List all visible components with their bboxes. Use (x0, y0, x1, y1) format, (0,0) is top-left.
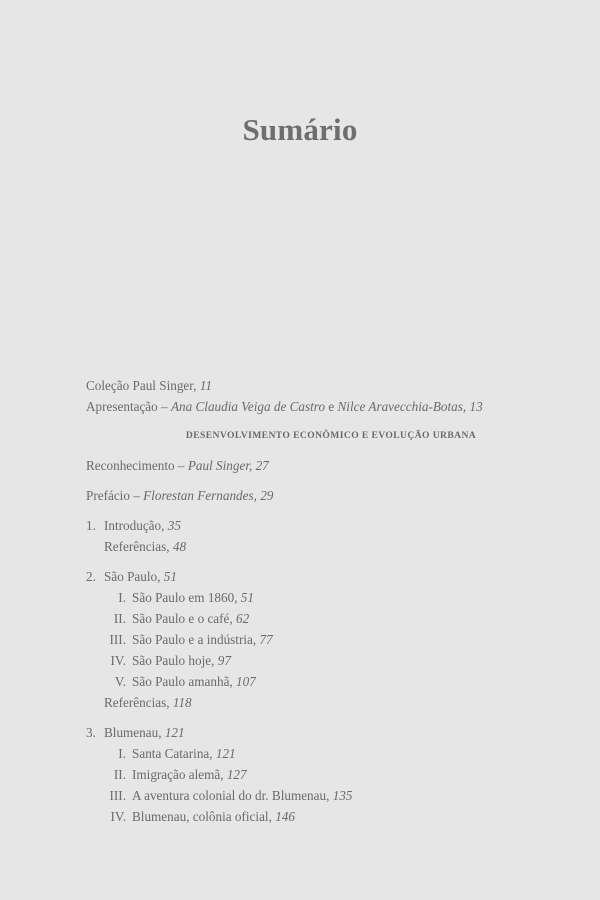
section-title: São Paulo e a indústria, (132, 632, 260, 647)
section-page: 97 (217, 653, 231, 668)
toc-entry-reconhecimento (86, 455, 576, 476)
toc-chapter-3 (86, 722, 576, 743)
section-heading: DESENVOLVIMENTO ECONÔMICO E EVOLUÇÃO URBANA (185, 430, 477, 441)
toc-section (86, 806, 576, 827)
section-numeral: I. (118, 746, 126, 761)
section-numeral: III. (109, 788, 126, 803)
page-title: Sumário (242, 112, 358, 147)
references-label: Referências, (104, 695, 173, 710)
section-numeral: III. (109, 632, 126, 647)
section-title: A aventura colonial do dr. Blumenau, (132, 788, 333, 803)
toc-entry-page: 11 (199, 378, 212, 393)
references-label: Referências, (104, 539, 173, 554)
section-page: 51 (240, 590, 254, 605)
references-page: 118 (172, 695, 192, 710)
section-title: São Paulo amanhã, (132, 674, 237, 689)
section-numeral: IV. (110, 809, 126, 824)
chapter-title: São Paulo, (104, 569, 164, 584)
section-numeral: I. (118, 590, 126, 605)
section-title: Imigração alemã, (132, 767, 227, 782)
toc-section (86, 671, 576, 692)
toc-section (86, 587, 576, 608)
toc-entry-author-page: Paul Singer, 27 (187, 458, 269, 473)
section-page: 77 (259, 632, 273, 647)
chapter-page: 51 (163, 569, 177, 584)
toc-section (86, 629, 576, 650)
toc-entry-conjunction: e (325, 399, 338, 414)
toc-entry-text: Coleção Paul Singer, (86, 378, 200, 393)
toc-chapter-2 (86, 566, 576, 587)
toc-entry-apresentacao (86, 396, 576, 417)
chapter-page: 121 (164, 725, 185, 740)
chapter-title: Blumenau, (104, 725, 165, 740)
section-title: São Paulo em 1860, (132, 590, 241, 605)
table-of-contents (86, 375, 576, 827)
section-page: 121 (215, 746, 236, 761)
toc-entry-text: Apresentação – (86, 399, 171, 414)
toc-entry-author-page: Florestan Fernandes, 29 (143, 488, 274, 503)
section-numeral: II. (113, 611, 126, 626)
toc-section (86, 650, 576, 671)
references-page: 48 (172, 539, 187, 554)
section-page: 62 (236, 611, 250, 626)
toc-chapter-1-references (86, 536, 576, 557)
chapter-number: 3. (86, 725, 96, 740)
chapter-number: 2. (86, 569, 96, 584)
section-page: 146 (275, 809, 295, 824)
section-title: Santa Catarina, (132, 746, 216, 761)
section-title: São Paulo e o café, (132, 611, 236, 626)
toc-section (86, 608, 576, 629)
section-numeral: II. (113, 767, 126, 782)
chapter-page: 35 (167, 518, 181, 533)
toc-entry-author-page: Nilce Aravecchia-Botas, 13 (337, 399, 483, 414)
section-numeral: IV. (110, 653, 126, 668)
toc-entry-author: Ana Claudia Veiga de Castro (170, 399, 326, 414)
toc-entry-text: Prefácio – (86, 488, 144, 503)
section-numeral: V. (114, 674, 126, 689)
toc-entry-colecao (86, 375, 576, 396)
toc-entry-text: Reconhecimento – (86, 458, 188, 473)
section-page: 127 (226, 767, 247, 782)
toc-entry-prefacio (86, 485, 576, 506)
section-title: São Paulo hoje, (132, 653, 218, 668)
toc-chapter-1 (86, 515, 576, 536)
toc-section (86, 785, 576, 806)
chapter-title: Introdução, (104, 518, 168, 533)
chapter-number: 1. (86, 518, 96, 533)
section-title: Blumenau, colônia oficial, (132, 809, 276, 824)
section-page: 107 (236, 674, 256, 689)
toc-section (86, 743, 576, 764)
toc-chapter-2-references (86, 692, 576, 713)
section-page: 135 (332, 788, 353, 803)
toc-section (86, 764, 576, 785)
